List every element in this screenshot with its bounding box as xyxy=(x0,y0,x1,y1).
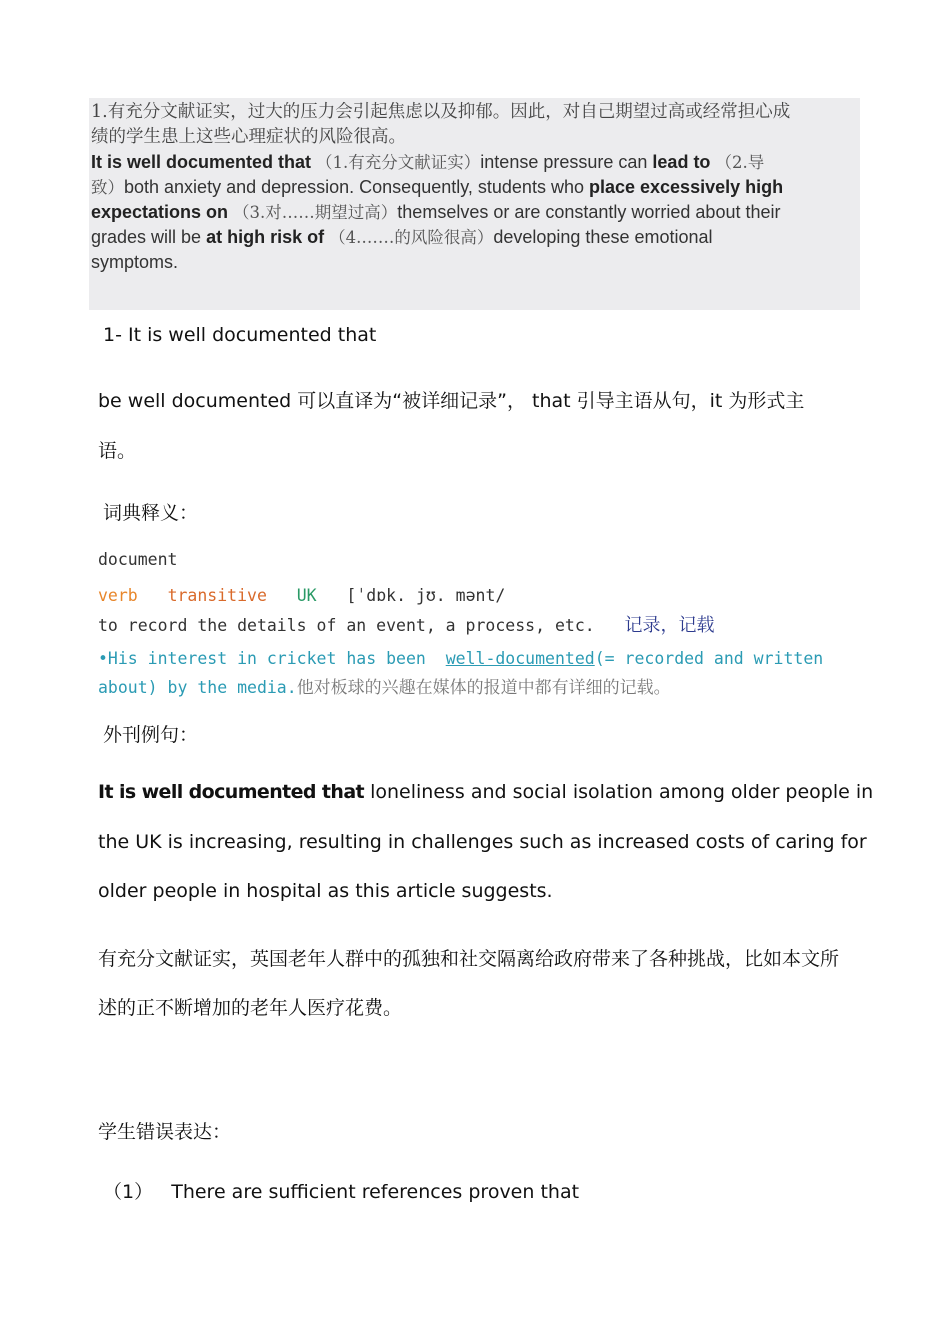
dict-example-cn: 他对板球的兴趣在媒体的报道中都有详细的记载。 xyxy=(296,678,671,698)
dict-example-link[interactable]: well-documented xyxy=(445,649,595,668)
phrase-2: lead to xyxy=(652,152,711,172)
dict-pos: verb xyxy=(98,586,138,605)
box-chinese-line-1: 1.有充分文献证实，过大的压力会引起焦虑以及抑郁。因此，对自己期望过高或经常担心成 xyxy=(91,102,791,122)
error-text: There are sufficient references proven that xyxy=(171,1181,580,1203)
dict-transitive: transitive xyxy=(167,586,267,605)
journal-cn-line-1: 有充分文献证实，英国老年人群中的孤独和社交隔离给政府带来了各种挑战，比如本文所 xyxy=(98,948,840,970)
dict-ipa: [ˈdɒk. jʊ. mənt/ xyxy=(346,586,506,605)
annotation-3: （3.对……期望过高） xyxy=(233,203,398,222)
journal-cn-line-2: 述的正不断增加的老年人医疗花费。 xyxy=(98,997,403,1019)
phrase-1: It is well documented that xyxy=(91,152,312,172)
section-title: 1- It is well documented that xyxy=(103,324,377,346)
explanation-line-1: be well documented 可以直译为“被详细记录”， that 引导主语从句，it 为形式主 xyxy=(98,390,805,412)
dict-grammar-line xyxy=(98,586,505,605)
phrase-3: place excessively high xyxy=(588,177,784,197)
journal-line-1: It is well documented that loneliness and social isolation among older people in xyxy=(98,781,874,803)
journal-label: 外刊例句： xyxy=(103,724,199,746)
dict-definition-line xyxy=(98,611,715,637)
journal-line-2: the UK is increasing, resulting in challenges such as increased costs of caring for xyxy=(98,831,867,853)
journal-bold-phrase: It is well documented that xyxy=(98,781,365,803)
journal-line-3: older people in hospital as this article suggests. xyxy=(98,880,553,902)
dict-example-line-2: about) by the media.他对板球的兴趣在媒体的报道中都有详细的记载。 xyxy=(98,678,671,698)
box-chinese-line-2: 绩的学生患上这些心理症状的风险很高。 xyxy=(91,127,406,147)
annotation-4: （4.……的风险很高） xyxy=(329,228,494,247)
dict-region: UK xyxy=(296,586,317,605)
dict-example-line-1: •His interest in cricket has been well-documented(= recorded and written xyxy=(98,649,824,668)
phrase-4: at high risk of xyxy=(206,227,325,247)
error-number: （1） xyxy=(103,1181,154,1203)
annotation-1: （1.有充分文献证实） xyxy=(316,153,481,172)
example-sentence-box xyxy=(89,98,860,310)
dictionary-label: 词典释义： xyxy=(103,502,199,524)
error-item xyxy=(103,1177,579,1204)
annotation-2: （2.导 xyxy=(715,153,765,172)
explanation-line-2: 语。 xyxy=(98,440,137,462)
student-errors-label: 学生错误表达： xyxy=(98,1121,232,1143)
dict-word: document xyxy=(98,550,178,569)
dict-definition: to record the details of an event, a process, etc. xyxy=(98,616,595,635)
box-english-paragraph: It is well documented that （1.有充分文献证实）intense pressure can lead to （2.导 致）both anxiety and depression. Consequently, students who place excessively high expectations on （3.对……期望过高）themselves or are constantly worried about their grades will be at high risk of （4.……的风险很高）developing these emotional symptoms. xyxy=(91,152,784,272)
dict-definition-cn: 记录，记载 xyxy=(624,615,715,636)
